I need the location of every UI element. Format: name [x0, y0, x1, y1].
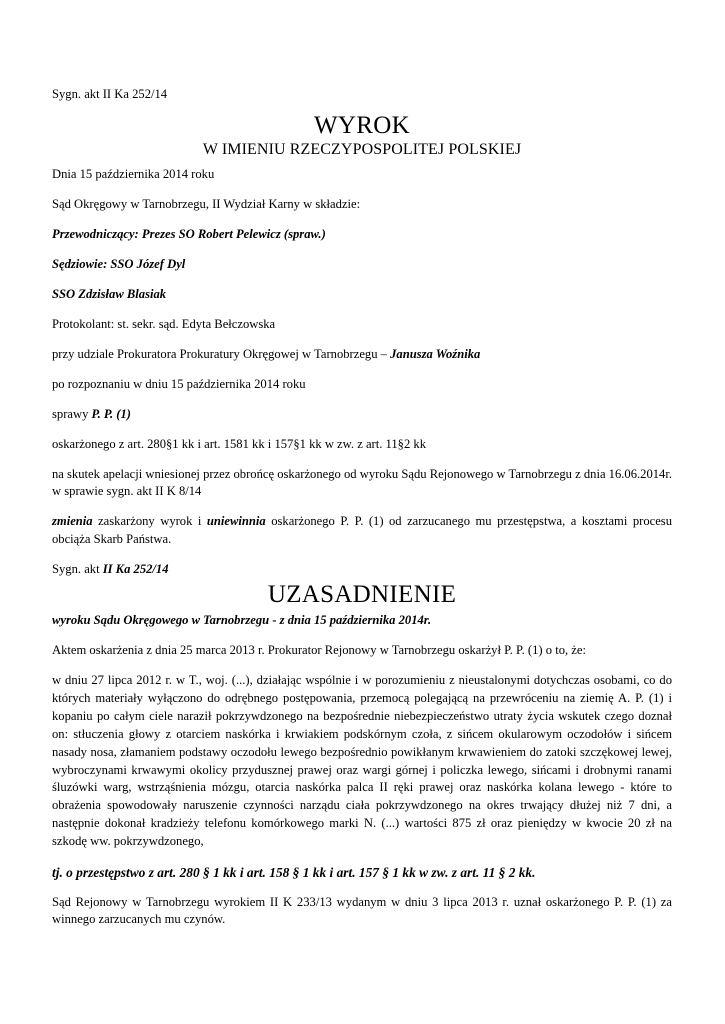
- justification-signature: [52, 561, 672, 579]
- justification-subtitle: wyroku Sądu Okręgowego w Tarnobrzegu - z dnia 15 października 2014r.: [52, 613, 432, 627]
- verdict-subtitle: W IMIENIU RZECZYPOSPOLITEJ POLSKIEJ: [202, 140, 522, 158]
- case-line: [52, 406, 672, 424]
- indictment-paragraph: Aktem oskarżenia z dnia 25 marca 2013 r. Prokurator Rejonowy w Tarnobrzegu oskarżył P. P. (1) o to, że:: [52, 643, 586, 657]
- judges-line-1: Sędziowie: SSO Józef Dyl: [52, 256, 186, 271]
- verdict-title: WYROK: [314, 111, 410, 139]
- case-name: P. P. (1): [91, 406, 131, 421]
- facts-paragraph: w dniu 27 lipca 2012 r. w T., woj. (...), działając wspólnie i w porozumieniu z nieustalonymi dotychczas osobami, co do których materiały wyłączono do odrębnego postępowania, przemocą polegającą na przewróceniu na ziemię A. P. (1) i kopaniu po całym ciele naraził pokrzywdzonego na bezpośrednie niebezpieczeństwo utraty życia wskutek czego doznał on: stłuczenia głowy z otarciem naskórka i krwiakiem podskórnym czoła, z sińcem okularowym oczodołów i sińcem nasady nosa, złamaniem podstawy oczodołu lewego bezpośrednio powikłanym krwawieniem do zatoki szczękowej lewej, wybroczynami krwawymi okolicy przydusznej prawej oraz wargi górnej i policzka lewego, sińcami i drobnymi ranami śluzówki warg, wstrząśnienia mózgu, otarcia naskórka palca II ręki prawej oraz naskórka kolana lewego - które to obrażenia spowodowały naruszenie czynności narządu ciała pokrzywdzonego na okres trwający dłużej niż 7 dni, a następnie dokonał kradzieży telefonu komórkowego marki N. (...) wartości 875 zł oraz pieniędzy w kwocie 20 zł na szkodę ww. pokrzywdzonego,: [52, 673, 672, 849]
- prosecutor-name: Janusza Woźnika: [390, 346, 481, 361]
- hearing-date: po rozpoznaniu w dniu 15 października 2014 roku: [52, 376, 306, 391]
- ruling-word-changes: zmienia: [52, 514, 93, 528]
- prosecutor-prefix: przy udziale Prokuratora Prokuratury Okręgowej w Tarnobrzegu –: [52, 346, 391, 361]
- justification-sygn-value: II Ka 252/14: [102, 561, 169, 576]
- justification-title: UZASADNIENIE: [267, 581, 457, 608]
- prosecutor-line: [52, 346, 672, 364]
- legal-qualification: tj. o przestępstwo z art. 280 § 1 kk i art. 158 § 1 kk i art. 157 § 1 kk w zw. z art. 11 § 2 kk.: [52, 864, 536, 880]
- ruling-paragraph: [52, 513, 672, 548]
- lower-court-paragraph: Sąd Rejonowy w Tarnobrzegu wyrokiem II K 233/13 wydanym w dniu 3 lipca 2013 r. uznał oskarżonego P. P. (1) za winnego zarzucanych mu czynów.: [52, 894, 672, 927]
- charges: oskarżonego z art. 280§1 kk i art. 1581 kk i 157§1 kk w zw. z art. 11§2 kk: [52, 436, 426, 451]
- judges-line-2: SSO Zdzisław Blasiak: [52, 286, 167, 301]
- court-composition: Sąd Okręgowy w Tarnobrzegu, II Wydział Karny w składzie:: [52, 196, 361, 211]
- ruling-text-1: zaskarżony wyrok i: [92, 514, 207, 528]
- case-signature: Sygn. akt II Ka 252/14: [52, 87, 168, 101]
- court-clerk: Protokolant: st. sekr. sąd. Edyta Bełczowska: [52, 316, 276, 331]
- presiding-judge: Przewodniczący: Prezes SO Robert Pelewicz (spraw.): [52, 226, 326, 241]
- verdict-date: Dnia 15 października 2014 roku: [52, 166, 215, 181]
- document-page: [52, 86, 672, 929]
- ruling-word-acquits: uniewinnia: [206, 514, 266, 528]
- appeal-paragraph: na skutek apelacji wniesionej przez obrońcę oskarżonego od wyroku Sądu Rejonowego w Tarnobrzegu z dnia 16.06.2014r. w sprawie sygn. akt II K 8/14: [52, 466, 673, 498]
- case-prefix: sprawy: [52, 406, 92, 421]
- justification-sygn-prefix: Sygn. akt: [52, 561, 103, 576]
- ruling-text-2: oskarżonego P. P. (1) od zarzucanego mu przestępstwa, a kosztami procesu obciąża Skarb Państwa.: [52, 514, 672, 546]
